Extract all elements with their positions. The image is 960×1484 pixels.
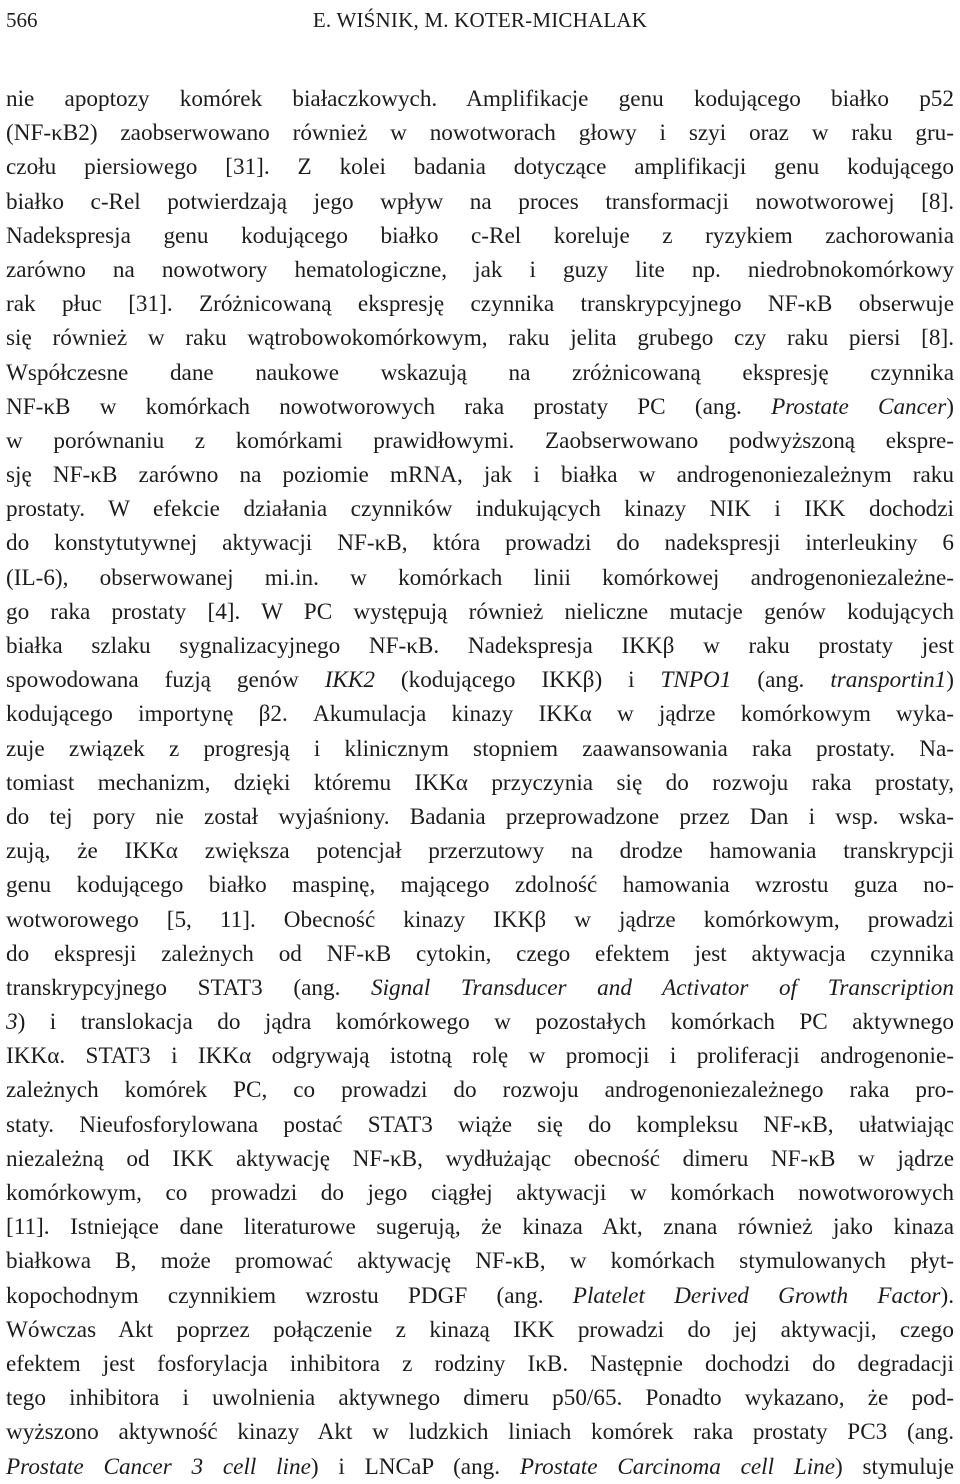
text-segment: (kodującego IKKβ) i: [374, 667, 661, 694]
text-line: [6, 526, 954, 560]
text-line: [6, 629, 954, 663]
italic-text-segment: Signal Transducer and Activator of Transcription: [371, 974, 954, 1001]
text-segment: staty. Nieufosforylowana postać STAT3 wiąże się do kompleksu NF-κB, ułatwiając: [6, 1111, 954, 1138]
text-line: [6, 766, 954, 800]
running-head: [0, 0, 960, 40]
text-segment: do tej pory nie został wyjaśniony. Badania przeprowadzone przez Dan i wsp. wska-: [6, 803, 954, 830]
text-line: [6, 561, 954, 595]
text-line: [6, 1073, 954, 1107]
text-segment: NF-κB w komórkach nowotworowych raka prostaty PC (ang.: [6, 393, 772, 420]
text-line: [6, 1244, 954, 1278]
text-line: [6, 458, 954, 492]
text-segment: nie apoptozy komórek białaczkowych. Amplifikacje genu kodującego białko p52: [6, 86, 954, 112]
text-segment: wotworowego [5, 11]. Obecność kinazy IKKβ w jądrze komórkowym, prowadzi: [6, 906, 954, 933]
text-line: [6, 1415, 954, 1449]
italic-text-segment: transportin1: [830, 667, 947, 694]
italic-text-segment: Prostate Carcinoma cell Line: [519, 1453, 836, 1480]
text-line: [6, 1313, 954, 1347]
text-segment: w porównaniu z komórkami prawidłowymi. Zaobserwowano podwyższoną ekspre-: [6, 427, 954, 454]
text-line: [6, 1176, 954, 1210]
text-segment: do konstytutywnej aktywacji NF-κB, która prowadzi do nadekspresji interleukiny 6: [6, 530, 954, 557]
text-line: [6, 868, 954, 902]
text-segment: Nadekspresja genu kodującego białko c-Rel koreluje z ryzykiem zachorowania: [6, 222, 954, 249]
text-segment: transkrypcyjnego STAT3 (ang.: [6, 974, 371, 1001]
page-number: 566: [6, 8, 38, 32]
body-text: [6, 82, 954, 1484]
text-line: [6, 1279, 954, 1313]
text-segment: ): [946, 667, 955, 694]
text-segment: niezależną od IKK aktywację NF-κB, wydłużając obecność dimeru NF-κB w jądrze: [6, 1145, 954, 1172]
text-line: [6, 697, 954, 731]
text-line: [6, 424, 954, 458]
text-segment: Wówczas Akt poprzez połączenie z kinazą IKK prowadzi do jej aktywacji, czego: [6, 1316, 954, 1343]
text-line: [6, 219, 954, 253]
text-segment: zależnych komórek PC, co prowadzi do rozwoju androgenoniezależnego raka pro-: [6, 1077, 954, 1104]
text-segment: zują, że IKKα zwiększa potencjał przerzutowy na drodze hamowania transkrypcji: [6, 838, 954, 865]
text-line: [6, 253, 954, 287]
text-segment: tomiast mechanizm, dzięki któremu IKKα przyczynia się do rozwoju raka prostaty,: [6, 769, 954, 796]
italic-text-segment: IKK2: [324, 667, 375, 694]
text-segment: się również w raku wątrobowokomórkowym, raku jelita grubego czy raku piersi [8].: [6, 325, 954, 352]
text-line: [6, 287, 954, 321]
text-line: [6, 732, 954, 766]
text-segment: sję NF-κB zarówno na poziomie mRNA, jak i białka w androgenoniezależnym raku: [6, 462, 954, 489]
text-line: [6, 185, 954, 219]
text-line: [6, 1381, 954, 1415]
text-segment: kopochodnym czynnikiem wzrostu PDGF (ang.: [6, 1282, 573, 1309]
text-line: [6, 937, 954, 971]
text-segment: (ang.: [731, 667, 831, 694]
italic-text-segment: TNPO1: [660, 667, 732, 694]
text-line: [6, 356, 954, 390]
text-line: [6, 321, 954, 355]
text-segment: go raka prostaty [4]. W PC występują również nieliczne mutacje genów kodujących: [6, 598, 954, 625]
text-segment: genu kodującego białko maspinę, mającego zdolność hamowania wzrostu guza no-: [6, 872, 954, 899]
text-line: [6, 1347, 954, 1381]
text-line: [6, 1210, 954, 1244]
text-segment: Współczesne dane naukowe wskazują na zróżnicowaną ekspresję czynnika: [6, 359, 954, 386]
text-segment: ): [946, 393, 954, 420]
text-segment: białka szlaku sygnalizacyjnego NF-κB. Nadekspresja IKKβ w raku prostaty jest: [6, 633, 954, 659]
text-line: [6, 116, 954, 150]
text-segment: zuje związek z progresją i klinicznym stopniem zaawansowania raka prostaty. Na-: [6, 735, 954, 762]
text-line: [6, 390, 954, 424]
text-line: [6, 150, 954, 184]
text-segment: (IL-6), obserwowanej mi.in. w komórkach linii komórkowej androgenoniezależne-: [6, 564, 954, 591]
text-line: [6, 834, 954, 868]
text-segment: ).: [940, 1282, 954, 1309]
text-line: [6, 1039, 954, 1073]
italic-text-segment: Prostate Cancer 3 cell line: [6, 1453, 311, 1480]
italic-text-segment: Prostate Cancer: [771, 393, 947, 420]
text-segment: rak płuc [31]. Zróżnicowaną ekspresję czynnika transkrypcyjnego NF-κB obserwuje: [6, 291, 954, 318]
text-segment: wyższono aktywność kinazy Akt w ludzkich liniach komórek raka prostaty PC3 (ang.: [6, 1419, 954, 1446]
text-segment: (NF-κB2) zaobserwowano również w nowotworach głowy i szyi oraz w raku gru-: [6, 120, 954, 147]
text-segment: białko c-Rel potwierdzają jego wpływ na proces transformacji nowotworowej [8].: [6, 188, 954, 215]
text-line: [6, 663, 954, 697]
text-line: [6, 1450, 954, 1484]
text-line: [6, 971, 954, 1005]
text-line: [6, 1142, 954, 1176]
text-line: [6, 903, 954, 937]
text-line: [6, 82, 954, 116]
text-segment: komórkowym, co prowadzi do jego ciągłej aktywacji w komórkach nowotworowych: [6, 1180, 954, 1206]
text-segment: efektem jest fosforylacja inhibitora z rodziny IκB. Następnie dochodzi do degradacji: [6, 1350, 954, 1377]
text-line: [6, 1005, 954, 1039]
text-segment: białkowa B, może promować aktywację NF-κB, w komórkach stymulowanych płyt-: [6, 1248, 954, 1275]
text-line: [6, 1108, 954, 1142]
text-line: [6, 492, 954, 526]
text-segment: [11]. Istniejące dane literaturowe sugerują, że kinaza Akt, znana również jako kinaza: [6, 1214, 954, 1241]
text-segment: prostaty. W efekcie działania czynników indukujących kinazy NIK i IKK dochodzi: [6, 496, 954, 523]
text-segment: ) stymuluje: [835, 1453, 954, 1480]
text-segment: ) i LNCaP (ang.: [310, 1453, 520, 1480]
text-line: [6, 800, 954, 834]
text-segment: IKKα. STAT3 i IKKα odgrywają istotną rolę w promocji i proliferacji androgenonie-: [6, 1043, 954, 1070]
running-title: E. WIŚNIK, M. KOTER-MICHALAK: [312, 8, 648, 32]
italic-text-segment: Platelet Derived Growth Factor: [572, 1282, 941, 1309]
text-segment: spowodowana fuzją genów: [6, 667, 325, 694]
italic-text-segment: 3: [6, 1009, 18, 1036]
text-segment: do ekspresji zależnych od NF-κB cytokin, czego efektem jest aktywacja czynnika: [6, 940, 954, 967]
text-segment: zarówno na nowotwory hematologiczne, jak i guzy lite np. niedrobnokomórkowy: [6, 256, 954, 283]
text-segment: ) i translokacja do jądra komórkowego w pozostałych komórkach PC aktywnego: [17, 1009, 954, 1036]
text-segment: tego inhibitora i uwolnienia aktywnego dimeru p50/65. Ponadto wykazano, że pod-: [6, 1385, 954, 1412]
text-line: [6, 595, 954, 629]
text-segment: kodującego importynę β2. Akumulacja kinazy IKKα w jądrze komórkowym wyka-: [6, 701, 954, 728]
text-segment: czołu piersiowego [31]. Z kolei badania dotyczące amplifikacji genu kodującego: [6, 154, 954, 181]
